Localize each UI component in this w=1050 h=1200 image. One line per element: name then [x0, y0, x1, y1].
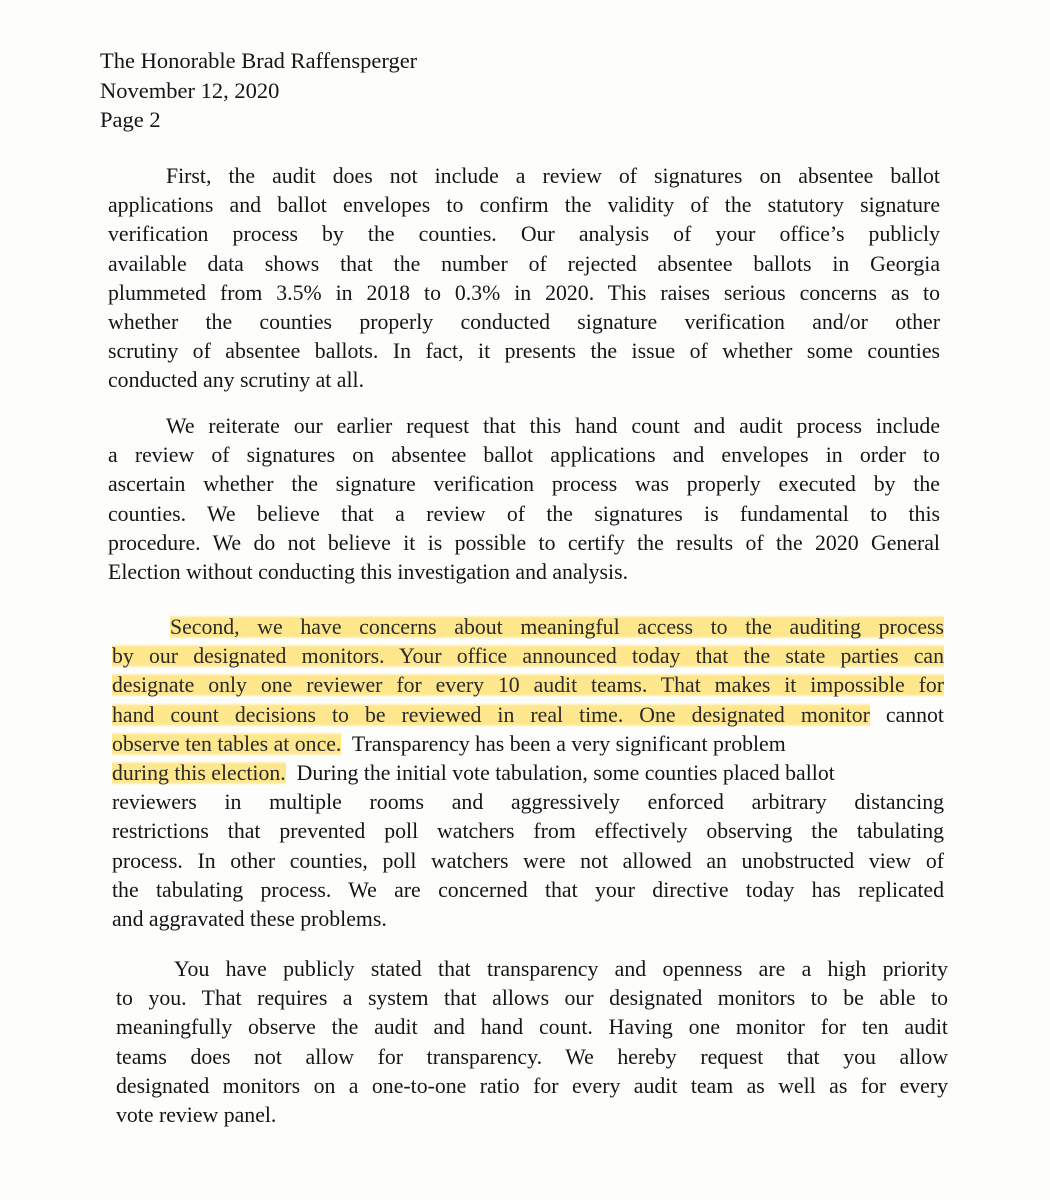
text-line: plummeted from 3.5% in 2018 to 0.3% in 2020. This raises serious concerns as to: [108, 280, 940, 305]
text-line: restrictions that prevented poll watchers from effectively observing the tabulating: [112, 819, 944, 844]
highlighted-text: observe ten tables at once.: [112, 731, 342, 756]
text-line: [112, 613, 944, 642]
recipient-line: The Honorable Brad Raffensperger: [100, 48, 418, 73]
text-line: ascertain whether the signature verification process was properly executed by the: [108, 472, 940, 497]
text-line: and aggravated these problems.: [112, 906, 387, 931]
text-line: Election without conducting this investigation and analysis.: [108, 559, 629, 584]
date-line: November 12, 2020: [100, 77, 280, 103]
text-line: designated monitors on a one-to-one ratio for every audit team as well as for every: [116, 1073, 948, 1098]
text-line: We reiterate our earlier request that this hand count and audit process include: [166, 414, 940, 438]
text-line: applications and ballot envelopes to confirm the validity of the statutory signature: [108, 193, 940, 218]
paragraph-reiterate-request: [108, 412, 940, 587]
text-line: available data shows that the number of rejected absentee ballots in Georgia: [108, 251, 940, 276]
highlighted-text: during this election.: [112, 760, 286, 785]
text-line: [112, 701, 944, 730]
text-line: scrutiny of absentee ballots. In fact, it presents the issue of whether some counties: [108, 339, 940, 364]
paragraph-transparency-request: [116, 955, 948, 1130]
highlighted-text: by our designated monitors. Your office announced today that the state parties can: [112, 644, 944, 669]
text-line: the tabulating process. We are concerned that your directive today has replicated: [112, 877, 944, 902]
text-line: You have publicly stated that transparency and openness are a high priority: [174, 957, 948, 981]
plain-text: During the initial vote tabulation, some counties placed ballot: [285, 760, 835, 785]
letter-header: [100, 46, 417, 135]
text-line: First, the audit does not include a review of signatures on absentee ballot: [166, 164, 940, 188]
page-number: Page 2: [100, 107, 161, 132]
text-line: verification process by the counties. Our analysis of your office’s publicly: [108, 222, 940, 247]
plain-text: cannot: [869, 702, 944, 727]
text-line: vote review panel.: [116, 1102, 277, 1127]
paragraph-signature-review: [108, 162, 940, 396]
text-line: [112, 759, 944, 788]
text-line: conducted any scrutiny at all.: [108, 368, 365, 393]
text-line: procedure. We do not believe it is possible to certify the results of the 2020 General: [108, 530, 940, 555]
text-line: meaningfully observe the audit and hand count. Having one monitor for ten audit: [116, 1015, 948, 1040]
text-line: [112, 730, 944, 759]
text-line: counties. We believe that a review of the signatures is fundamental to this: [108, 501, 940, 526]
text-line: teams does not allow for transparency. We hereby request that you allow: [116, 1044, 948, 1069]
highlighted-text: designate only one reviewer for every 10 audit teams. That makes it impossible for: [112, 673, 944, 698]
highlighted-text: Second, we have concerns about meaningful access to the auditing process: [170, 615, 944, 639]
text-line: [112, 671, 944, 700]
text-line: a review of signatures on absentee ballot applications and envelopes in order to: [108, 443, 940, 468]
paragraph-monitor-access: [112, 613, 944, 934]
text-line: to you. That requires a system that allows our designated monitors to be able to: [116, 986, 948, 1011]
text-line: [112, 642, 944, 671]
text-line: whether the counties properly conducted signature verification and/or other: [108, 309, 940, 334]
text-line: reviewers in multiple rooms and aggressively enforced arbitrary distancing: [112, 790, 944, 815]
plain-text: Transparency has been a very significant problem: [341, 731, 786, 756]
text-line: process. In other counties, poll watchers were not allowed an unobstructed view of: [112, 848, 944, 873]
highlighted-text: hand count decisions to be reviewed in real time. One designated monitor: [112, 702, 870, 727]
